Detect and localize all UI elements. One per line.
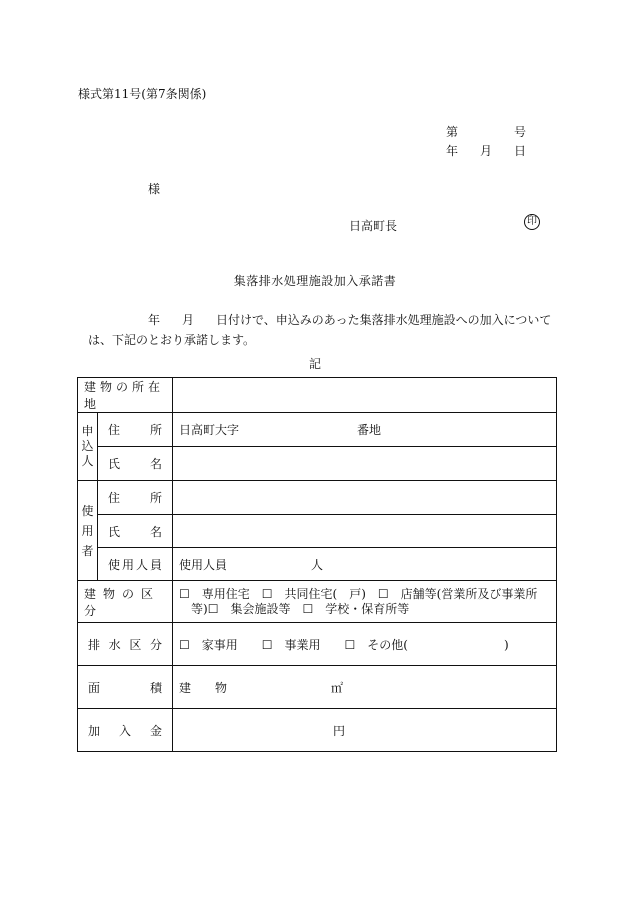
building-type-line-2: 等)☐ 集会施設等 ☐ 学校・保育所等 <box>179 601 410 616</box>
table-row <box>78 378 557 413</box>
fee-label: 加入金 <box>78 709 173 752</box>
area-value <box>173 666 557 709</box>
applicant-name-label: 氏 名 <box>98 447 173 481</box>
user-count-suffix: 人 <box>311 557 324 572</box>
table-row <box>78 413 557 447</box>
user-address-value <box>173 481 557 515</box>
building-type-line-1: ☐ 専用住宅 ☐ 共同住宅( 戸) ☐ 店舗等(営業所及び事業所 <box>179 586 538 601</box>
table-row <box>78 515 557 548</box>
fee-value <box>173 709 557 752</box>
building-type-value <box>173 581 557 623</box>
area-label: 面積 <box>78 666 173 709</box>
applicant-char-1: 申 <box>81 424 94 438</box>
building-type-label: 建物の区分 <box>78 581 173 623</box>
applicant-char-2: 込 <box>81 439 94 453</box>
user-char-3: 者 <box>81 543 94 558</box>
table-row <box>78 548 557 581</box>
date-month-label: 月 <box>480 144 493 158</box>
user-count-prefix: 使用人員 <box>179 557 228 572</box>
fee-unit: 円 <box>333 723 346 738</box>
drain-type-value: ☐ 家事用 ☐ 事業用 ☐ その他( ) <box>173 623 557 666</box>
date-day-label: 日 <box>514 144 527 158</box>
body-month-label: 月 <box>182 313 195 327</box>
doc-number-prefix: 第 <box>446 125 459 139</box>
body-year-label: 年 <box>148 313 161 327</box>
user-name-label: 氏 名 <box>98 515 173 548</box>
body-text: 日付けで、申込みのあった集落排水処理施設への加入については、下記のとおり承諾します。 <box>88 313 552 347</box>
area-prefix: 建 物 <box>179 680 228 695</box>
body-paragraph <box>88 310 558 350</box>
table-row <box>78 709 557 752</box>
applicant-group-label <box>78 413 98 481</box>
table-row <box>78 666 557 709</box>
applicant-address-value <box>173 413 557 447</box>
table-row <box>78 581 557 623</box>
user-name-value <box>173 515 557 548</box>
document-title: 集落排水処理施設加入承諾書 <box>233 274 397 288</box>
applicant-address-suffix: 番地 <box>357 423 382 437</box>
approval-form-table <box>77 377 557 752</box>
table-row <box>78 623 557 666</box>
applicant-address-prefix: 日高町大字 <box>179 423 240 437</box>
applicant-char-3: 人 <box>81 454 94 468</box>
table-row <box>78 481 557 515</box>
table-row <box>78 447 557 481</box>
issuer-mayor: 日高町長 <box>349 219 398 233</box>
seal-mark: 印 <box>524 214 540 230</box>
date-year-label: 年 <box>446 144 459 158</box>
applicant-address-label: 住 所 <box>98 413 173 447</box>
user-char-1: 使 <box>81 503 94 518</box>
addressee-honorific: 様 <box>148 182 161 196</box>
location-value <box>173 378 557 413</box>
user-char-2: 用 <box>81 523 94 538</box>
location-label: 建物の所在地 <box>78 378 173 413</box>
area-unit: ㎡ <box>331 680 344 695</box>
applicant-name-value <box>173 447 557 481</box>
user-count-label: 使用人員 <box>98 548 173 581</box>
doc-number-suffix: 号 <box>514 125 527 139</box>
drain-type-label: 排水区分 <box>78 623 173 666</box>
form-number: 様式第11号(第7条関係) <box>78 87 207 101</box>
user-address-label: 住 所 <box>98 481 173 515</box>
user-group-label <box>78 481 98 581</box>
user-count-value <box>173 548 557 581</box>
ki-heading: 記 <box>308 357 321 371</box>
